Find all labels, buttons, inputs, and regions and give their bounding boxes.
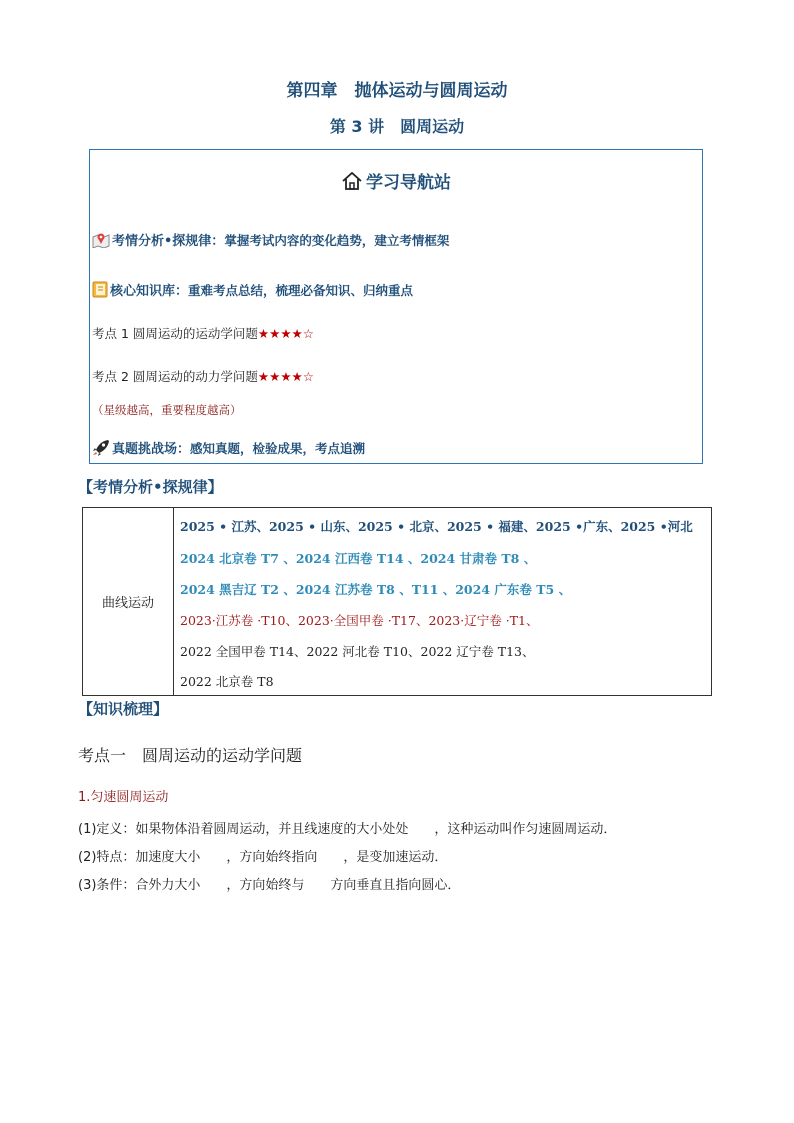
analysis-desc: 掌握考试内容的变化趋势，建立考情框架: [224, 233, 450, 248]
exam-line: 2023·江苏卷 ·T10、2023·全国甲卷 ·T17、2023·辽宁卷 ·T1、: [180, 613, 539, 628]
exam-line: 2024 北京卷 T7 、2024 江西卷 T14 、2024 甘肃卷 T8 、: [180, 551, 537, 566]
challenge-desc: 感知真题，检验成果，考点追溯: [190, 441, 366, 456]
key-point-title: 考点一 圆周运动的运动学问题: [78, 746, 303, 765]
point2-text: 考点 2 圆周运动的动力学问题: [92, 369, 258, 384]
point1-row: [92, 324, 314, 342]
book-icon: [92, 284, 110, 299]
point1-stars: ★★★★☆: [257, 326, 314, 341]
challenge-label: 真题挑战场：: [112, 442, 191, 457]
point2-stars: ★★★★☆: [257, 369, 314, 384]
section-exam-analysis: 【考情分析•探规律】: [78, 478, 223, 496]
star-note: （星级越高，重要程度越高）: [92, 403, 242, 417]
lesson-title: 第 3 讲 圆周运动: [329, 117, 465, 136]
exam-category-cell: 曲线运动: [83, 508, 174, 695]
analysis-row: [92, 230, 449, 249]
point1-text: 考点 1 圆周运动的运动学问题: [92, 326, 258, 341]
exam-line: 2025 • 江苏、2025 • 山东、2025 • 北京、2025 • 福建、2025 •广东、2025 •河北: [180, 519, 693, 534]
exam-line: 2022 全国甲卷 T14、2022 河北卷 T10、2022 辽宁卷 T13、: [180, 644, 535, 659]
map-pin-icon: [92, 234, 112, 249]
condition-paragraph: (3)条件：合外力大小 ，方向始终与 方向垂直且指向圆心．: [78, 878, 461, 893]
chapter-title: 第四章 抛体运动与圆周运动: [286, 81, 508, 101]
definition-paragraph: (1)定义：如果物体沿着圆周运动，并且线速度的大小处处 ，这种运动叫作匀速圆周运动．: [78, 822, 617, 837]
section-knowledge: 【知识梳理】: [78, 700, 169, 718]
subsection-title: 1.匀速圆周运动: [78, 790, 169, 805]
nav-heading-text: 学习导航站: [366, 173, 451, 193]
home-icon: [341, 173, 366, 193]
point2-row: [92, 367, 314, 385]
analysis-label: 考情分析•探规律：: [112, 234, 225, 249]
exam-analysis-table: [82, 507, 712, 696]
core-desc: 重难考点总结，梳理必备知识、归纳重点: [188, 283, 414, 298]
exam-line: 2022 北京卷 T8: [180, 674, 274, 689]
feature-paragraph: (2)特点：加速度大小 ，方向始终指向 ，是变加速运动．: [78, 850, 448, 865]
core-label: 核心知识库：: [110, 284, 189, 299]
core-row: [92, 280, 413, 299]
nav-heading: [90, 168, 702, 193]
challenge-row: [92, 438, 365, 457]
learning-nav-box: [89, 149, 703, 464]
exam-line: 2024 黑吉辽 T2 、2024 江苏卷 T8 、T11 、2024 广东卷 T5 、: [180, 582, 572, 597]
rocket-icon: [92, 442, 112, 457]
